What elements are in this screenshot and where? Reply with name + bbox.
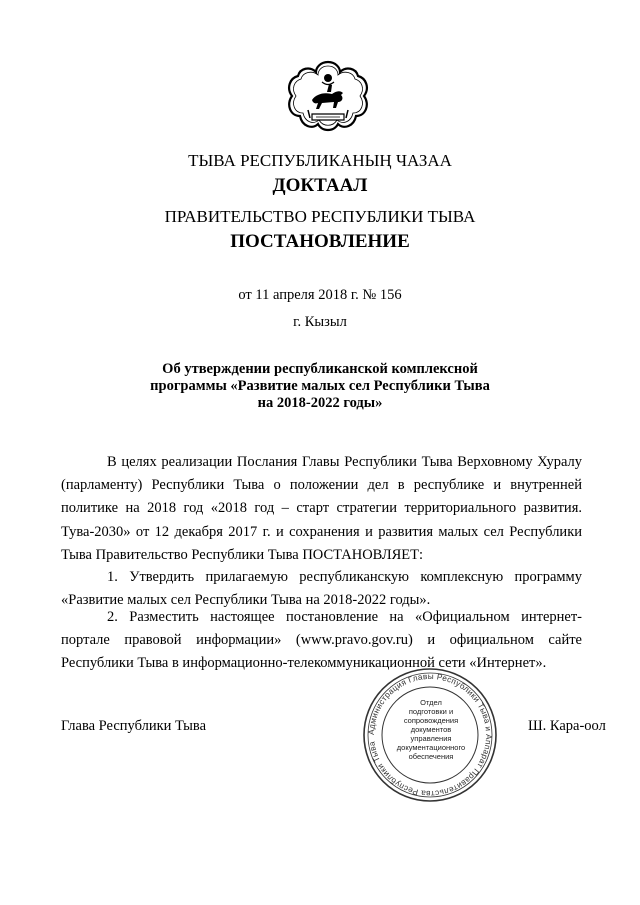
stamp-line: Отдел [420, 698, 442, 707]
item-2-paragraph: 2. Разместить настоящее постановление на «Официальном интернет-портале правовой информации» (www.pravo.gov.ru) и официальном сайте Республики Тыва в информационно-телекоммуникационной сети «Интернет». [61, 609, 582, 672]
stamp-ring-text: Администрация Главы Республики Тыва и Аппарат Правительства Республики Тыва [366, 671, 494, 799]
stamp-line: подготовки и [408, 707, 454, 716]
date-and-number: от 11 апреля 2018 г. № 156 [238, 287, 402, 303]
tuvan-government-title: ТЫВА РЕСПУБЛИКАНЫҢ ЧАЗАА [188, 151, 452, 170]
russian-document-type: ПОСТАНОВЛЕНИЕ [230, 231, 410, 252]
document-title [0, 361, 640, 412]
stamp-line: обеспечения [408, 752, 454, 761]
city-name: г. Кызыл [293, 314, 347, 330]
preamble-paragraph: В целях реализации Послания Главы Республики Тыва Верховному Хуралу (парламенту) Республики Тыва о положении дел в республике и внутренней политике на 2018 год «2018 год – старт стратегии территориального развития. Тува-2030» от 12 декабря 2017 г. и сохранения и развития малых сел Республики Тыва Правительство Республики Тыва ПОСТАНОВЛЯЕТ: [61, 454, 582, 563]
stamp-line: документационного [396, 743, 466, 752]
stamp-line: сопровождения документов [403, 716, 459, 734]
coat-of-arms-icon [286, 58, 370, 138]
item-1-paragraph: 1. Утвердить прилагаемую республиканскую комплексную программу «Развитие малых сел Республики Тыва на 2018-2022 годы». [61, 569, 582, 609]
tuvan-document-type: ДОКТААЛ [272, 175, 368, 196]
stamp-center-text [395, 698, 467, 761]
title-line-2: программы «Развитие малых сел Республики Тыва [150, 378, 490, 394]
signer-position: Глава Республики Тыва [61, 718, 207, 734]
stamp-line: управления [410, 734, 452, 743]
russian-government-title: ПРАВИТЕЛЬСТВО РЕСПУБЛИКИ ТЫВА [164, 207, 476, 226]
title-line-3: на 2018-2022 годы» [257, 395, 383, 411]
signer-name: Ш. Кара-оол [528, 718, 606, 734]
title-line-1: Об утверждении республиканской комплексной [162, 361, 478, 377]
